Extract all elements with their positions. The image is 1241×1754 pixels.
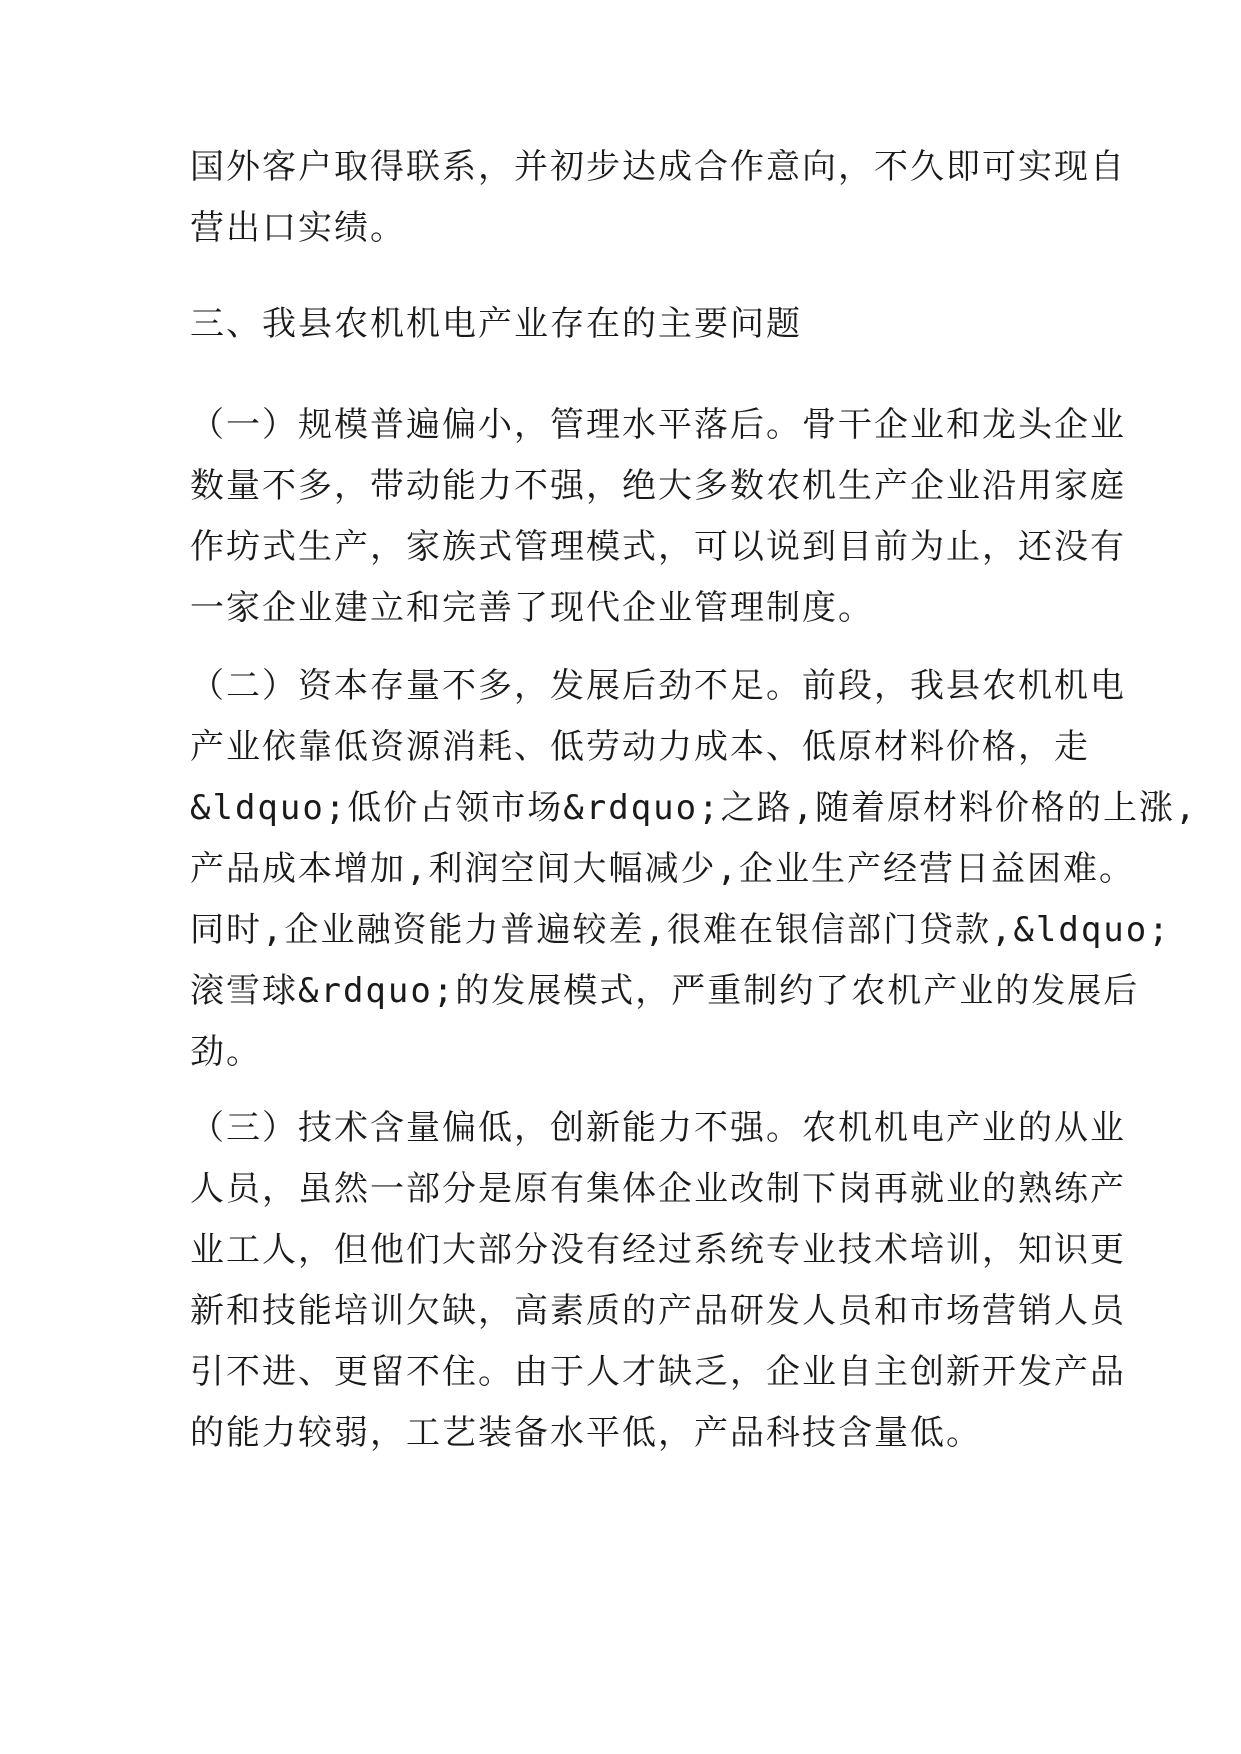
text-line: 劲。	[190, 1032, 262, 1072]
text-line: 引不进、更留不住。由于人才缺乏，企业自主创新开发产品	[190, 1352, 1126, 1392]
text-line: 数量不多，带动能力不强，绝大多数农机生产企业沿用家庭	[190, 466, 1126, 506]
text-line: （三）技术含量偏低，创新能力不强。农机机电产业的从业	[190, 1108, 1126, 1148]
text-line: 的能力较弱，工艺装备水平低，产品科技含量低。	[190, 1413, 982, 1453]
paragraph-issue-1	[190, 395, 1126, 639]
text-line: 产品成本增加,利润空间大幅减少,企业生产经营日益困难。	[190, 849, 1135, 889]
text-line: （一）规模普遍偏小，管理水平落后。骨干企业和龙头企业	[190, 405, 1126, 445]
text-line: 业工人，但他们大部分没有经过系统专业技术培训，知识更	[190, 1230, 1126, 1270]
text-line: &ldquo;低价占领市场&rdquo;之路,随着原材料价格的上涨,	[190, 788, 1198, 828]
text-line: （二）资本存量不多，发展后劲不足。前段，我县农机机电	[190, 666, 1126, 706]
text-line: 一家企业建立和完善了现代企业管理制度。	[190, 588, 874, 628]
text-line: 同时,企业融资能力普遍较差,很难在银信部门贷款,&ldquo;	[190, 910, 1171, 950]
text-line: 国外客户取得联系，并初步达成合作意向，不久即可实现自	[190, 147, 1126, 187]
text-line: 人员，虽然一部分是原有集体企业改制下岗再就业的熟练产	[190, 1169, 1126, 1209]
section-heading	[190, 294, 1056, 355]
text-line: 产业依靠低资源消耗、低劳动力成本、低原材料价格，走	[190, 727, 1090, 767]
paragraph-continuation	[190, 137, 1126, 259]
text-line: 滚雪球&rdquo;的发展模式，严重制约了农机产业的发展后	[190, 971, 1140, 1011]
text-line: 三、我县农机机电产业存在的主要问题	[190, 304, 802, 344]
text-line: 新和技能培训欠缺，高素质的产品研发人员和市场营销人员	[190, 1291, 1126, 1331]
text-line: 作坊式生产，家族式管理模式，可以说到目前为止，还没有	[190, 527, 1126, 567]
paragraph-issue-2	[190, 656, 1198, 1083]
paragraph-issue-3	[190, 1098, 1126, 1464]
text-line: 营出口实绩。	[190, 208, 406, 248]
